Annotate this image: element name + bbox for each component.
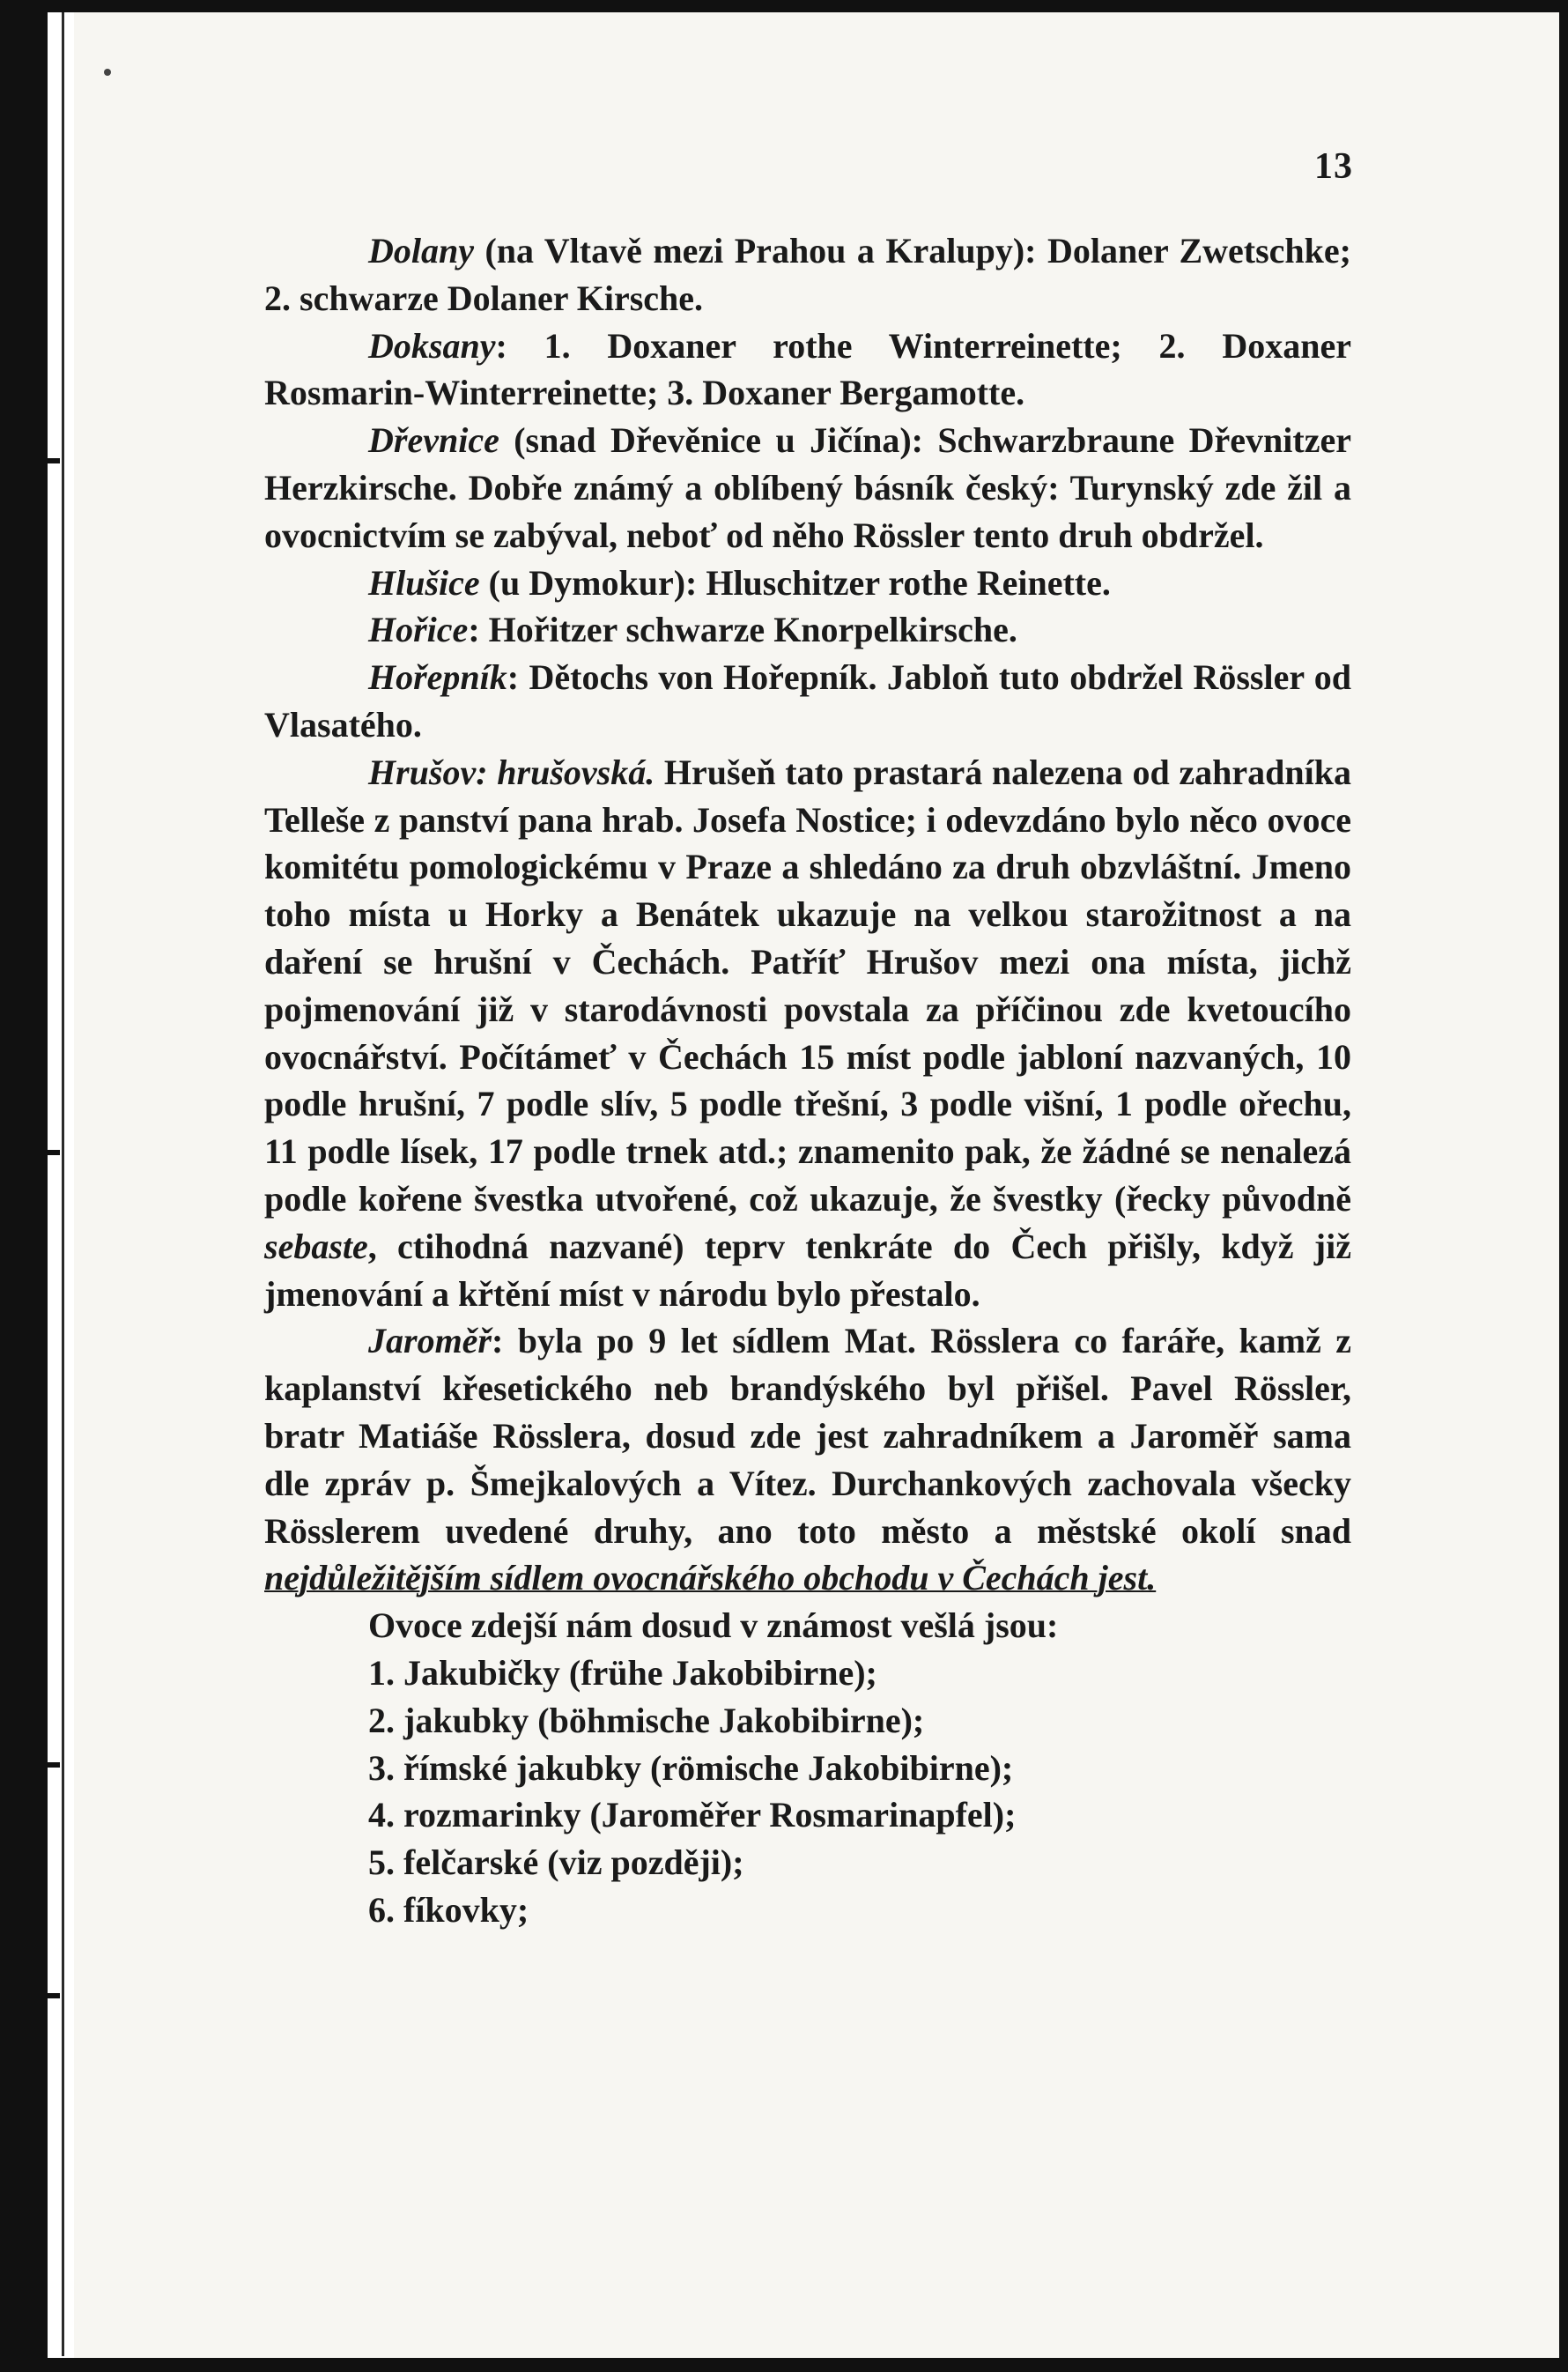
entry-jaromer — [264, 1317, 1351, 1602]
place-name: Dřevnice — [368, 420, 499, 461]
entry-text: (snad Dřevěnice u Jičína): Schwarzbraune Dřevnitzer Herzkirsche. Dobře známý a oblíbený básník český: Turynský zde žil a ovocnictvím se zabýval, neboť od něho Rössler tento druh obdržel. — [264, 420, 1351, 555]
binding-tick — [44, 458, 60, 463]
entry-text: : Dětochs von Hořepník. Jabloň tuto obdržel Rössler od Vlasatého. — [264, 657, 1351, 745]
binding-tick — [44, 1150, 60, 1155]
place-name: Doksany — [368, 325, 496, 366]
list-item: 4. rozmarinky (Jaroměřer Rosmarinapfel); — [368, 1795, 1017, 1835]
binding-tick — [44, 1762, 60, 1768]
list-item: 2. jakubky (böhmische Jakobibirne); — [368, 1700, 925, 1740]
place-name: Jaroměř — [368, 1321, 492, 1361]
entry-hlusice — [264, 560, 1351, 607]
entry-text: : 1. Doxaner rothe Winterreinette; 2. Doxaner Rosmarin-Winterreinette; 3. Doxaner Bergamotte. — [264, 325, 1351, 413]
entry-drevnice — [264, 417, 1351, 559]
place-name: Hlušice — [368, 562, 480, 603]
place-name: Dolany — [368, 231, 474, 271]
list-item: 1. Jakubičky (frühe Jakobibirne); — [368, 1652, 877, 1693]
entry-doksany — [264, 322, 1351, 418]
list-item: 3. římské jakubky (römische Jakobibirne); — [368, 1747, 1014, 1788]
emphasis-text: nejdůležitějším sídlem ovocnářského obchodu v Čechách jest. — [264, 1558, 1157, 1598]
list-item: 5. felčarské (viz později); — [368, 1842, 744, 1883]
entry-text: (u Dymokur): Hluschitzer rothe Reinette. — [479, 562, 1111, 603]
entry-horepnik — [264, 654, 1351, 749]
speck-mark — [104, 69, 111, 76]
greek-word: sebaste — [264, 1226, 368, 1266]
entry-text: (na Vltavě mezi Prahou a Kralupy): Dolaner Zwetschke; 2. schwarze Dolaner Kirsche. — [264, 231, 1351, 318]
binding-tick — [44, 1993, 60, 1998]
place-name: Hořice — [368, 610, 469, 650]
place-name: Hořepník — [368, 657, 507, 698]
entry-text: : Hořitzer schwarze Knorpelkirsche. — [468, 610, 1017, 650]
variety-name: hrušovská. — [497, 752, 655, 792]
entry-text: Hrušeň tato prastará nalezena od zahradníka Telleše z panství pana hrab. Josefa Nostice; i odevzdáno bylo něco ovoce komitétu pomologickému v Praze a shledáno za druh obzvláštní. Jmeno toho místa u Horky a Benátek ukazuje na velkou starožitnost a na daření se hrušní v Čechách. Patříť Hrušov mezi ona místa, jichž pojmenování již v starodávnosti povstala za příčinou zde kvetoucího ovocnářství. Počítámeť v Čechách 15 míst podle jabloní nazvaných, 10 podle hrušní, 7 podle slív, 5 podle třešní, 3 podle višní, 1 podle ořechu, 11 podle lísek, 17 podle trnek atd.; znamenito pak, že žádné se nenalezá podle kořene švestka utvořené, což ukazuje, že švestky (řecky původně — [264, 752, 1351, 1219]
entry-separator: : — [476, 752, 498, 792]
entry-horice — [264, 606, 1351, 654]
page-number: 13 — [1314, 146, 1353, 187]
entry-text: : byla po 9 let sídlem Mat. Rösslera co faráře, kamž z kaplanství křesetického neb brandýského byl přišel. Pavel Rössler, bratr Matiáše Rösslera, dosud zde jest zahradníkem a Jaroměř sama dle zpráv p. Šmejkalových a Vítez. Durchankových zachovala všecky Rösslerem uvedené druhy, ano toto město a městské okolí snad — [264, 1321, 1351, 1551]
list-intro: Ovoce zdejší nám dosud v známost vešlá jsou: — [368, 1605, 1059, 1646]
body-text — [264, 227, 1351, 1934]
entry-text-continued: , ctihodná nazvané) teprv tenkráte do Čech přišly, když již jmenování a křtění míst v národu bylo přestalo. — [264, 1226, 1351, 1314]
binding-gutter — [62, 12, 64, 2356]
list-item: 6. fíkovky; — [368, 1889, 529, 1930]
entry-dolany — [264, 227, 1351, 322]
entry-hrusov — [264, 749, 1351, 1318]
place-name: Hrušov — [368, 752, 477, 792]
